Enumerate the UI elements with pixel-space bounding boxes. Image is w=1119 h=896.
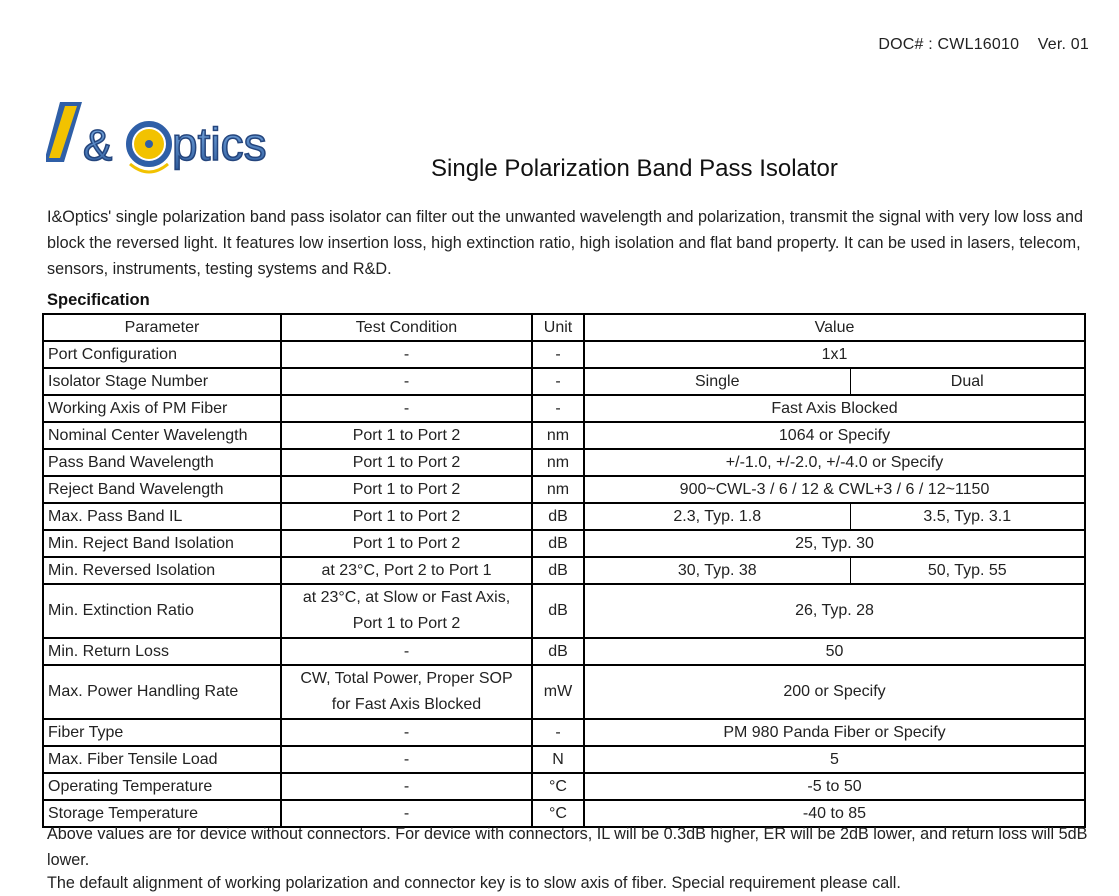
unit-cell: - <box>532 368 584 395</box>
footnote-alignment: The default alignment of working polarization and connector key is to slow axis of fiber. Special requirement please call. <box>47 874 901 892</box>
condition-cell: Port 1 to Port 2 <box>281 530 532 557</box>
company-logo <box>46 98 306 188</box>
param-cell: Reject Band Wavelength <box>43 476 281 503</box>
param-cell: Max. Pass Band IL <box>43 503 281 530</box>
condition-cell: - <box>281 368 532 395</box>
value-cell: 200 or Specify <box>584 665 1085 719</box>
condition-cell: - <box>281 800 532 827</box>
value-cell: 1x1 <box>584 341 1085 368</box>
logo-text: ptics <box>172 118 267 170</box>
value-dual-cell: Dual <box>850 368 1085 395</box>
param-cell: Port Configuration <box>43 341 281 368</box>
condition-cell: Port 1 to Port 2 <box>281 449 532 476</box>
specification-heading: Specification <box>47 291 150 309</box>
value-single-cell: 30, Typ. 38 <box>584 557 850 584</box>
param-cell: Max. Fiber Tensile Load <box>43 746 281 773</box>
table-row <box>43 503 1085 530</box>
param-cell: Storage Temperature <box>43 800 281 827</box>
unit-cell: nm <box>532 476 584 503</box>
condition-cell: - <box>281 341 532 368</box>
table-row <box>43 746 1085 773</box>
logo-amp: & <box>83 121 113 170</box>
value-cell: 900~CWL-3 / 6 / 12 & CWL+3 / 6 / 12~1150 <box>584 476 1085 503</box>
condition-line-1: at 23°C, at Slow or Fast Axis, <box>302 589 511 606</box>
table-row <box>43 395 1085 422</box>
value-cell: 5 <box>584 746 1085 773</box>
unit-cell: N <box>532 746 584 773</box>
param-cell: Working Axis of PM Fiber <box>43 395 281 422</box>
unit-cell: nm <box>532 422 584 449</box>
table-row <box>43 638 1085 665</box>
param-cell: Nominal Center Wavelength <box>43 422 281 449</box>
value-single-cell: Single <box>584 368 850 395</box>
condition-cell: - <box>281 638 532 665</box>
intro-paragraph: I&Optics' single polarization band pass isolator can filter out the unwanted wavelength and polarization, transmit the signal with very low loss and block the reversed light. It features low insertion loss, high extinction ratio, high isolation and flat band property. It can be used in lasers, telecom, sensors, instruments, testing systems and R&D. <box>47 208 1084 278</box>
page-title: Single Polarization Band Pass Isolator <box>431 155 838 182</box>
table-row <box>43 584 1085 638</box>
param-cell: Fiber Type <box>43 719 281 746</box>
param-cell: Operating Temperature <box>43 773 281 800</box>
table-row <box>43 422 1085 449</box>
param-cell: Min. Extinction Ratio <box>43 584 281 638</box>
condition-cell: Port 1 to Port 2 <box>281 503 532 530</box>
footnote-connectors: Above values are for device without connectors. For device with connectors, IL will be 0.3dB higher, ER will be 2dB lower, and return loss will 5dB lower. <box>47 825 1088 869</box>
param-cell: Min. Reject Band Isolation <box>43 530 281 557</box>
header-parameter: Parameter <box>43 314 281 341</box>
condition-line-2: for Fast Axis Blocked <box>331 696 482 713</box>
unit-cell: mW <box>532 665 584 719</box>
condition-cell <box>281 584 532 638</box>
unit-cell: dB <box>532 503 584 530</box>
table-row <box>43 368 1085 395</box>
unit-cell: dB <box>532 638 584 665</box>
value-cell: Fast Axis Blocked <box>584 395 1085 422</box>
condition-cell: - <box>281 773 532 800</box>
unit-cell: - <box>532 341 584 368</box>
unit-cell: °C <box>532 773 584 800</box>
value-cell: 1064 or Specify <box>584 422 1085 449</box>
footnotes <box>47 821 1097 896</box>
specification-table <box>42 313 1086 828</box>
table-row <box>43 557 1085 584</box>
param-cell: Min. Reversed Isolation <box>43 557 281 584</box>
header-test-condition: Test Condition <box>281 314 532 341</box>
condition-cell: - <box>281 719 532 746</box>
value-dual-cell: 50, Typ. 55 <box>850 557 1085 584</box>
table-row <box>43 341 1085 368</box>
unit-cell: dB <box>532 584 584 638</box>
header-value: Value <box>584 314 1085 341</box>
condition-cell: Port 1 to Port 2 <box>281 476 532 503</box>
document-number: DOC# : CWL16010 Ver. 01 <box>878 36 1089 53</box>
param-cell: Min. Return Loss <box>43 638 281 665</box>
condition-line-1: CW, Total Power, Proper SOP <box>300 670 513 687</box>
unit-cell: °C <box>532 800 584 827</box>
table-row <box>43 476 1085 503</box>
unit-cell: - <box>532 719 584 746</box>
param-cell: Isolator Stage Number <box>43 368 281 395</box>
value-cell: 25, Typ. 30 <box>584 530 1085 557</box>
condition-cell: at 23°C, Port 2 to Port 1 <box>281 557 532 584</box>
unit-cell: dB <box>532 530 584 557</box>
value-single-cell: 2.3, Typ. 1.8 <box>584 503 850 530</box>
table-row <box>43 449 1085 476</box>
header-unit: Unit <box>532 314 584 341</box>
unit-cell: dB <box>532 557 584 584</box>
condition-cell: - <box>281 395 532 422</box>
condition-cell: - <box>281 746 532 773</box>
table-row <box>43 665 1085 719</box>
table-row <box>43 530 1085 557</box>
table-row <box>43 773 1085 800</box>
condition-cell <box>281 665 532 719</box>
condition-line-2: Port 1 to Port 2 <box>352 615 461 632</box>
param-cell: Pass Band Wavelength <box>43 449 281 476</box>
table-row <box>43 719 1085 746</box>
unit-cell: - <box>532 395 584 422</box>
value-cell: +/-1.0, +/-2.0, +/-4.0 or Specify <box>584 449 1085 476</box>
value-cell: 50 <box>584 638 1085 665</box>
param-cell: Max. Power Handling Rate <box>43 665 281 719</box>
unit-cell: nm <box>532 449 584 476</box>
value-cell: PM 980 Panda Fiber or Specify <box>584 719 1085 746</box>
value-cell: 26, Typ. 28 <box>584 584 1085 638</box>
value-cell: -5 to 50 <box>584 773 1085 800</box>
table-header-row <box>43 314 1085 341</box>
value-dual-cell: 3.5, Typ. 3.1 <box>850 503 1085 530</box>
value-cell: -40 to 85 <box>584 800 1085 827</box>
condition-cell: Port 1 to Port 2 <box>281 422 532 449</box>
